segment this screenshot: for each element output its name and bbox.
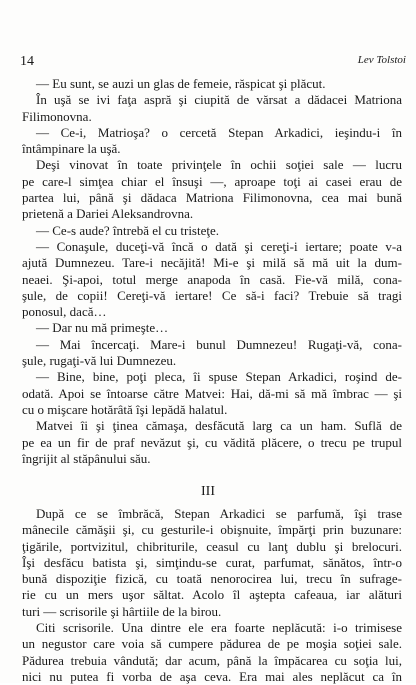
text-line: — Conaşule, duceţi-vă încă o dată şi cereţi-i iertare; poate v-a <box>36 238 402 254</box>
text-line: Pădurea trebuia vândută; dar acum, până la împăcarea cu soţia lui, <box>22 652 402 668</box>
text-line: cu o mişcare hotărâtă îşi lepădă halatul. <box>22 401 228 417</box>
section-heading: III <box>201 484 215 499</box>
text-line: bună dispoziţie fizică, cu toată nenorocirea lui, trecu în sufrage- <box>22 571 402 587</box>
text-line: — Dar nu mă primeşte… <box>36 320 169 336</box>
text-line: — Mai încercaţi. Mare-i bunul Dumnezeu! Rugaţi-vă, cona- <box>36 336 402 352</box>
text-line: Deşi vinovat în toate privinţele în ochii soţiei sale — lucru <box>36 157 402 173</box>
text-line: rie cu un mers uşor săltat. Acolo îl aştepta cafeaua, iar alături <box>22 587 402 603</box>
text-line: În uşă se ivi faţa aspră şi ciupită de vărsat a dădacei Matriona <box>36 92 402 108</box>
text-line: îngrijit al stăpânului său. <box>22 450 151 466</box>
page-number: 14 <box>20 54 34 69</box>
text-line: întâmpinare la uşă. <box>22 141 121 157</box>
text-line: neaei. Şi-apoi, totul merge anapoda în casă. Fie-vă milă, cona- <box>22 271 402 287</box>
text-line: pe ea un fir de praf nevăzut şi, cu vădită plăcere, o trecu pe trupul <box>22 434 402 450</box>
text-line: După ce se îmbrăcă, Stepan Arkadici se parfumă, îşi trase <box>36 506 402 521</box>
text-line: pe care-l simţea chiar el însuşi —, aproape toţi ai casei erau de <box>22 173 402 189</box>
text-line: — Ce-s aude? întrebă el cu tristeţe. <box>36 222 220 238</box>
text-line: Filimonovna. <box>22 108 92 124</box>
text-line: Îşi desfăcu batista şi, simţindu-se curat, parfumat, sănătos, într-o <box>22 554 402 570</box>
text-line: ţigările, portvizitul, chibriturile, ceasul cu lanţ dublu şi brelocuri. <box>22 538 402 554</box>
page-header <box>20 54 406 70</box>
text-line: turi — scrisorile şi hârtiile de la birou. <box>22 603 222 619</box>
chapter-text-before-section <box>22 76 402 467</box>
text-line: — Eu sunt, se auzi un glas de femeie, răspicat şi plăcut. <box>36 76 326 91</box>
text-line: partea lui, până şi dădaca Matriona Filimonovna, cea mai bună <box>22 190 402 206</box>
text-line: şule, rugaţi-vă lui Dumnezeu. <box>22 353 177 369</box>
text-line: odată. Apoi se întoarse către Matvei: Hai, dă-mi să mă îmbrac — şi <box>22 385 402 401</box>
text-line: nici nu putea fi vorba de aşa ceva. Era mai ales neplăcut ca în <box>22 668 402 684</box>
text-line: — Ce-i, Matrioşa? o cercetă Stepan Arkadici, ieşindu-i în <box>36 124 402 140</box>
text-line: ponosul, dacă… <box>22 304 107 320</box>
text-line: ajută Dumnezeu. Tare-i necăjită! Mi-e şi milă să mă uit la dum- <box>22 255 402 271</box>
chapter-text-section-three <box>22 506 402 685</box>
text-line: mânecile cămăşii şi, cu gesturile-i obişnuite, împărţi prin buzunare: <box>22 522 402 538</box>
running-head: Lev Tolstoi <box>357 54 406 66</box>
text-line: un negustor care voia să cumpere pădurea de pe moşia soţiei sale. <box>22 636 402 652</box>
text-line: — Bine, bine, poţi pleca, îi spuse Stepan Arkadici, roşind de- <box>36 369 402 385</box>
text-line: prietenă a Dariei Aleksandrovna. <box>22 206 194 222</box>
text-line: şule, de copii! Cereţi-vă iertare! Ce să-i faci? Trebuie să tragi <box>22 287 402 303</box>
text-line: Citi scrisorile. Una dintre ele era foarte neplăcută: i-o trimisese <box>36 620 402 636</box>
text-line: Matvei îi şi ţinea cămaşa, desfăcută larg ca un ham. Suflă de <box>36 418 402 434</box>
